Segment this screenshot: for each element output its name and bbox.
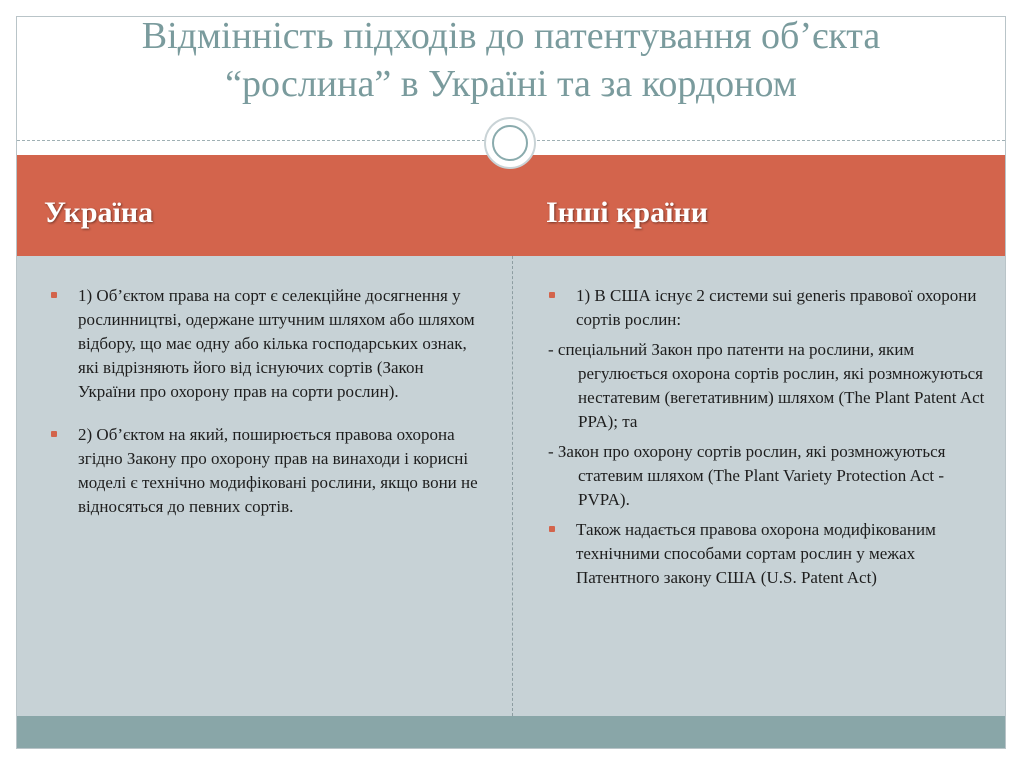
column-heading-ukraine: Україна bbox=[44, 196, 154, 229]
slide-title bbox=[16, 12, 1006, 108]
column-body-ukraine bbox=[50, 284, 482, 538]
bullet-icon bbox=[51, 431, 57, 437]
bullet-icon bbox=[51, 292, 57, 298]
bullet-icon bbox=[549, 526, 555, 532]
column-heading-other-countries: Інші країни bbox=[546, 196, 708, 229]
divider-circle-ornament bbox=[484, 117, 536, 169]
column-body-other-countries bbox=[548, 284, 988, 596]
list-item-text: 1) Об’єктом права на сорт є селекційне досягнення у рослинництві, одержане штучним шляхом або шляхом відбору, що має одну або кілька господарських ознак, які відрізняють його від існуючих сортів (Закон України про охорону прав на сорти рослин). bbox=[78, 286, 475, 401]
list-item bbox=[548, 518, 988, 590]
dash-item-plant-variety-protection-act: - Закон про охорону сортів рослин, які розмножуються статевим шляхом (The Plant Variety Protection Act - PVPA). bbox=[548, 442, 946, 509]
list-item-text: 1) В США існує 2 системи sui generis правової охорони сортів рослин: bbox=[576, 286, 977, 329]
divider-circle-inner bbox=[492, 125, 528, 161]
column-divider bbox=[512, 256, 513, 716]
slide-title-line-1: Відмінність підходів до патентування об’єкта bbox=[141, 15, 881, 57]
table-header-band bbox=[17, 155, 1005, 256]
list-item-text: 2) Об’єктом на який, поширюється правова охорона згідно Закону про охорону прав на винаходи і корисні моделі є технічно модифіковані рослини, якщо вони не відносяться до певних сортів. bbox=[78, 425, 478, 516]
list-item bbox=[50, 284, 482, 404]
list-item bbox=[50, 423, 482, 519]
list-item-text: Також надається правова охорона модифікованим технічними способами сортам рослин у межах Патентного закону США (U.S. Patent Act) bbox=[576, 520, 936, 587]
bullet-icon bbox=[549, 292, 555, 298]
list-item bbox=[548, 284, 988, 332]
slide-title-line-2: “рослина” в Україні та за кордоном bbox=[225, 63, 797, 105]
table-footer-band bbox=[17, 716, 1005, 748]
dash-item-plant-patent-act: - спеціальний Закон про патенти на рослини, яким регулюється охорона сортів рослин, які розмножуються нестатевим (вегетативним) шляхом (The Plant Patent Act PPA); та bbox=[548, 340, 985, 431]
